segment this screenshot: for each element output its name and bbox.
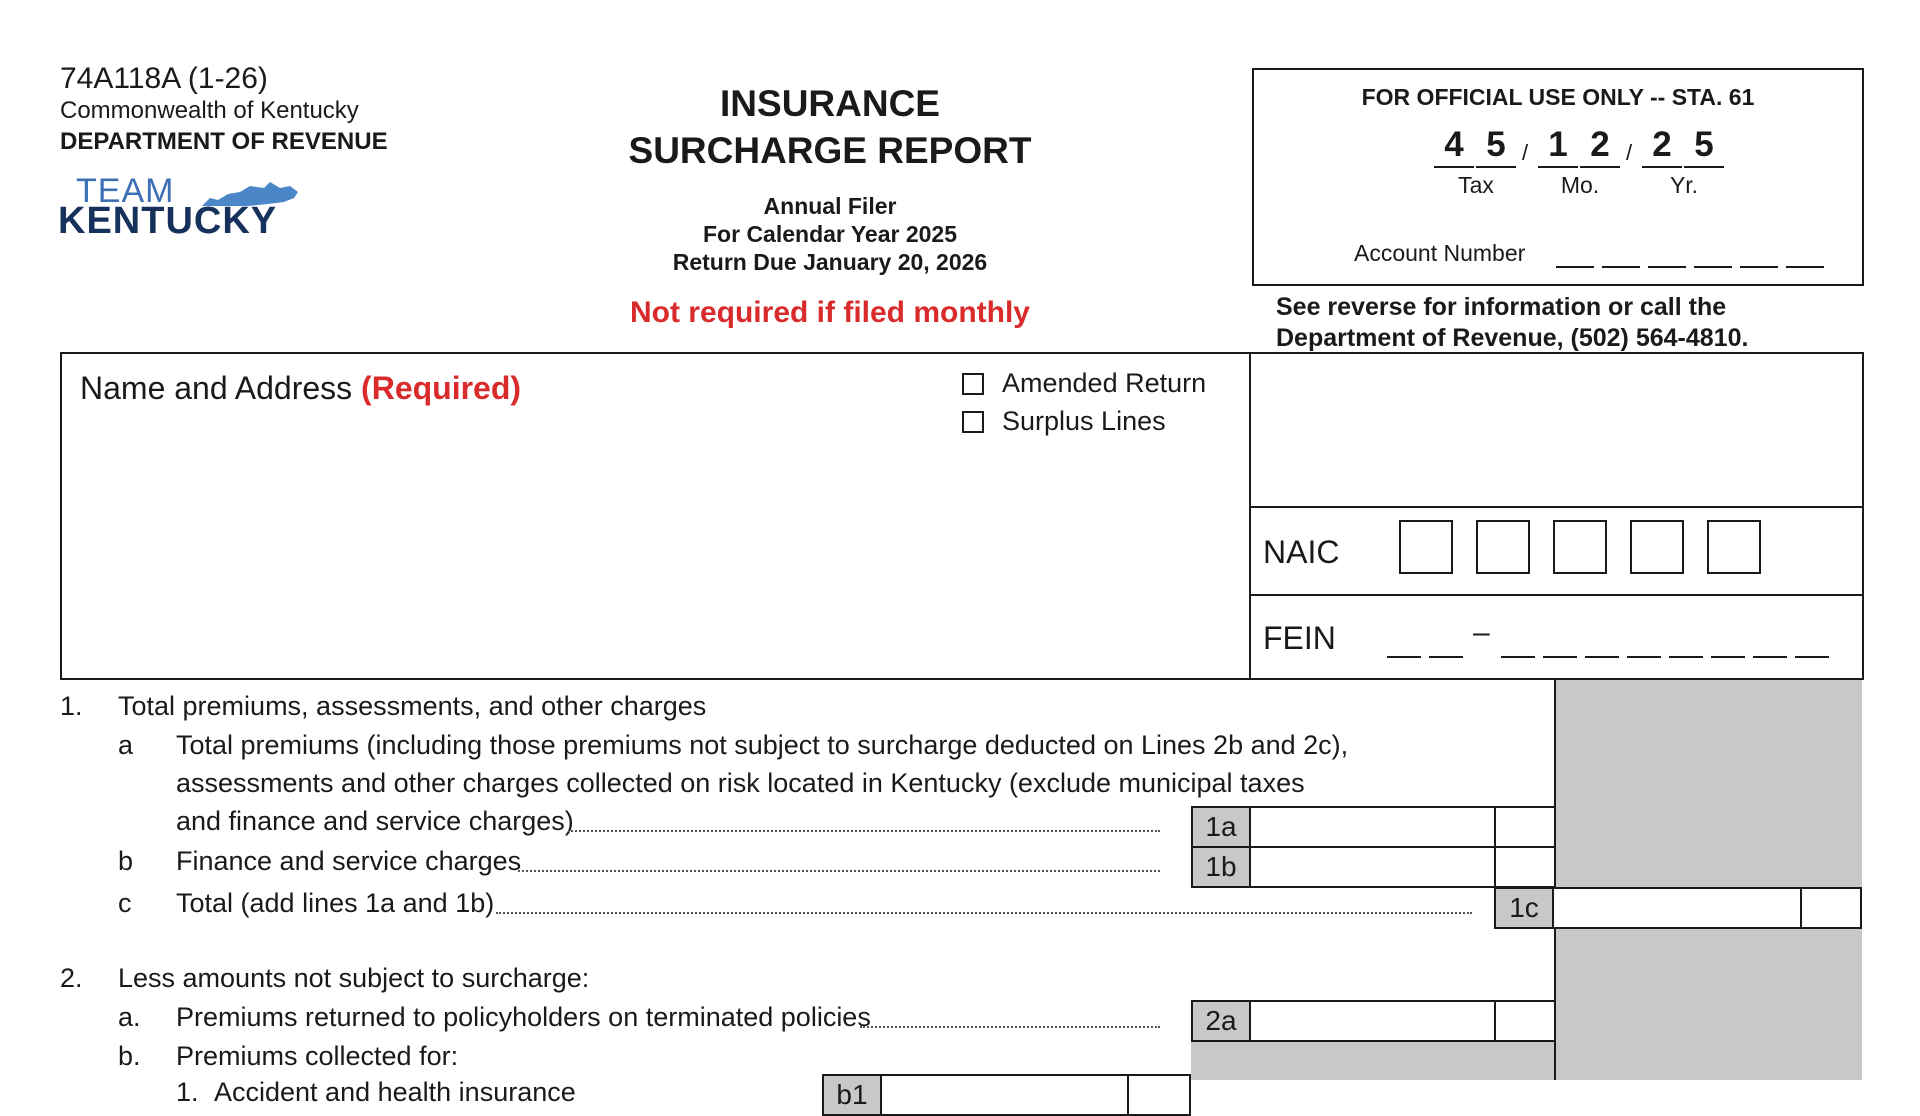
line-1a-amount-field[interactable]	[1251, 806, 1556, 848]
title-line1: INSURANCE	[720, 83, 940, 124]
amended-return-checkbox[interactable]	[962, 373, 984, 395]
logo-kentucky-text: KENTUCKY	[58, 200, 278, 242]
line-1b-amount-field[interactable]	[1251, 846, 1556, 888]
reverse-line1: See reverse for information or call the	[1276, 293, 1727, 321]
line-1c-text: Total (add lines 1a and 1b)	[176, 888, 495, 918]
line-1c-code: 1c	[1494, 887, 1554, 929]
title-line2: SURCHARGE REPORT	[628, 130, 1032, 171]
naic-label: NAIC	[1263, 534, 1340, 570]
form-title	[560, 80, 1100, 174]
department-label: DEPARTMENT OF REVENUE	[60, 128, 388, 155]
line-1-number: 1.	[60, 691, 83, 721]
commonwealth-label: Commonwealth of Kentucky	[60, 97, 359, 124]
filing-info	[560, 192, 1100, 276]
line-1c-amount-field[interactable]	[1554, 887, 1862, 929]
shaded-area	[1191, 1040, 1556, 1080]
divider	[1251, 506, 1862, 508]
month-digit-2: 2	[1580, 124, 1620, 168]
fein-blank[interactable]	[1585, 656, 1619, 658]
fein-blank[interactable]	[1429, 656, 1463, 658]
cents-divider	[1800, 889, 1802, 927]
account-number-blank[interactable]	[1556, 266, 1594, 268]
line-2a-letter: a.	[118, 1002, 141, 1032]
fein-label: FEIN	[1263, 620, 1336, 656]
form-number: 74A118A (1-26)	[60, 62, 268, 95]
naic-digit-box[interactable]	[1630, 520, 1684, 574]
calendar-year: For Calendar Year 2025	[703, 221, 957, 247]
return-due: Return Due January 20, 2026	[672, 249, 988, 275]
line-1a-code: 1a	[1191, 806, 1251, 848]
line-2-number: 2.	[60, 963, 83, 993]
line-1c-letter: c	[118, 888, 132, 918]
fein-blank[interactable]	[1501, 656, 1535, 658]
fein-blank[interactable]	[1711, 656, 1745, 658]
surplus-lines-option[interactable]	[962, 406, 1166, 437]
tax-label: Tax	[1458, 172, 1494, 198]
line-2b1-code: b1	[822, 1074, 882, 1116]
shaded-area	[1556, 680, 1862, 888]
fein-blank[interactable]	[1753, 656, 1787, 658]
fein-dash: –	[1473, 616, 1490, 649]
line-2b-letter: b.	[118, 1041, 141, 1071]
naic-digit-box[interactable]	[1476, 520, 1530, 574]
required-text: (Required)	[361, 370, 522, 406]
shaded-area	[1556, 925, 1862, 1080]
not-required-notice: Not required if filed monthly	[629, 296, 1030, 329]
line-2a-text: Premiums returned to policyholders on terminated policies	[176, 1002, 871, 1032]
leader-dots	[860, 1026, 1160, 1028]
account-number-blank[interactable]	[1786, 266, 1824, 268]
line-1a-text-1: Total premiums (including those premiums not subject to surcharge deducted on Lines 2b and 2c),	[176, 730, 1349, 760]
line-1b-code: 1b	[1191, 846, 1251, 888]
leader-dots	[518, 870, 1160, 872]
fein-blank[interactable]	[1795, 656, 1829, 658]
line-1a-text-3: and finance and service charges)	[176, 806, 574, 836]
naic-digit-box[interactable]	[1553, 520, 1607, 574]
name-address-box[interactable]	[60, 352, 1251, 680]
line-2b1-amount-field[interactable]	[882, 1074, 1191, 1116]
line-1-text: Total premiums, assessments, and other charges	[118, 691, 707, 721]
naic-digit-box[interactable]	[1707, 520, 1761, 574]
cents-divider	[1494, 808, 1496, 846]
name-address-text: Name and Address	[80, 370, 353, 406]
account-number-blank[interactable]	[1740, 266, 1778, 268]
id-box	[1251, 352, 1864, 680]
cents-divider	[1494, 1002, 1496, 1040]
official-use-box	[1252, 68, 1864, 286]
logo-team-text: TEAM	[76, 172, 175, 210]
annual-filer: Annual Filer	[763, 193, 897, 219]
line-2b-text: Premiums collected for:	[176, 1041, 459, 1071]
amended-return-label: Amended Return	[1002, 368, 1207, 398]
line-2a-amount-field[interactable]	[1251, 1000, 1556, 1042]
line-2-text: Less amounts not subject to surcharge:	[118, 963, 590, 993]
surplus-lines-checkbox[interactable]	[962, 411, 984, 433]
line-1a-text-2: assessments and other charges collected on risk located in Kentucky (exclude municipal taxes	[176, 768, 1305, 798]
fein-blank[interactable]	[1627, 656, 1661, 658]
amended-return-option[interactable]	[962, 368, 1206, 399]
line-1a-letter: a	[118, 730, 134, 760]
cents-divider	[1494, 848, 1496, 886]
year-label: Yr.	[1669, 172, 1699, 198]
year-digit-1: 2	[1642, 124, 1682, 168]
naic-digit-box[interactable]	[1399, 520, 1453, 574]
divider	[1251, 594, 1862, 596]
reverse-info	[1276, 292, 1748, 354]
fein-blank[interactable]	[1387, 656, 1421, 658]
month-label: Mo.	[1560, 172, 1600, 198]
line-2b1-text: Accident and health insurance	[214, 1077, 576, 1107]
fein-blank[interactable]	[1669, 656, 1703, 658]
line-2b1-number: 1.	[176, 1077, 199, 1107]
tax-digit-1: 4	[1434, 124, 1474, 168]
official-use-title: FOR OFFICIAL USE ONLY -- STA. 61	[1361, 84, 1755, 110]
year-digit-2: 5	[1684, 124, 1724, 168]
account-number-blank[interactable]	[1602, 266, 1640, 268]
date-separator: /	[1626, 140, 1633, 165]
leader-dots	[496, 912, 1472, 914]
account-number-label: Account Number	[1354, 240, 1526, 266]
account-number-blank[interactable]	[1694, 266, 1732, 268]
leader-dots	[568, 830, 1160, 832]
cents-divider	[1127, 1076, 1129, 1114]
line-2a-code: 2a	[1191, 1000, 1251, 1042]
account-number-blank[interactable]	[1648, 266, 1686, 268]
tax-digit-2: 5	[1476, 124, 1516, 168]
surplus-lines-label: Surplus Lines	[1002, 406, 1166, 436]
line-1b-text: Finance and service charges	[176, 846, 522, 876]
reverse-line2: Department of Revenue, (502) 564-4810.	[1276, 324, 1749, 352]
month-digit-1: 1	[1538, 124, 1578, 168]
team-kentucky-logo	[58, 172, 298, 246]
fein-blank[interactable]	[1543, 656, 1577, 658]
name-address-label	[80, 370, 521, 407]
line-1b-letter: b	[118, 846, 134, 876]
date-separator: /	[1522, 140, 1529, 165]
